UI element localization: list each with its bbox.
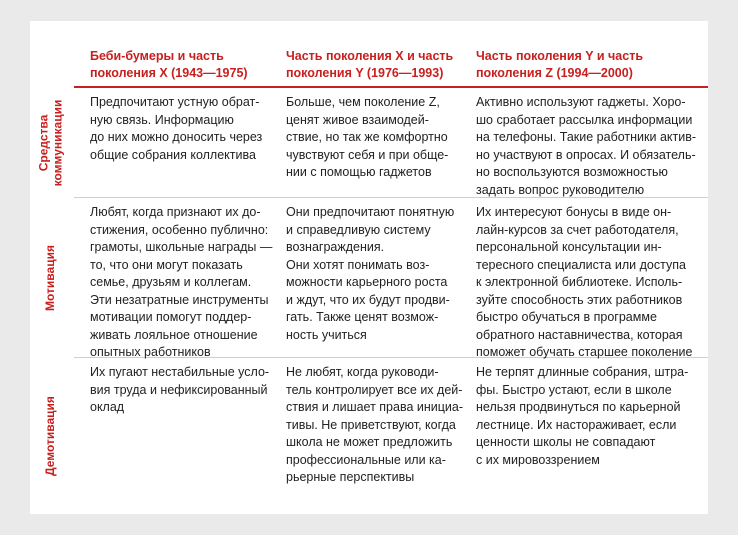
header-line: поколения Z (1994—2000) [476, 66, 633, 80]
cell-line: фы. Быстро устают, если в школе [476, 382, 672, 397]
cell-line: но воспользуются возможностью [476, 165, 668, 179]
cell-line: ную связь. Информацию [90, 112, 234, 127]
column-header-gen-x-y [286, 48, 453, 82]
cell-demotivation-gen-y-z [476, 364, 688, 469]
cell-line: ствия и лишает права инициа- [286, 400, 464, 414]
cell-line: Активно используют гаджеты. Хоро- [476, 95, 686, 109]
row-label-line: Демотивация [43, 396, 57, 476]
header-line: Беби-бумеры и часть [90, 49, 224, 63]
cell-line: то, что они могут показать [90, 257, 243, 272]
cell-line: Предпочитают устную обрат- [90, 95, 260, 109]
cell-line: шо сработает рассылка информации [476, 112, 693, 127]
cell-line: чувствуют себя и при обще- [286, 147, 449, 162]
cell-line: Их интересуют бонусы в виде он- [476, 205, 672, 219]
cell-line: профессиональные или ка- [286, 452, 446, 467]
cell-motivation-gen-x-y [286, 204, 454, 344]
cell-line: до них можно доносить через [90, 130, 263, 144]
cell-line: Их пугают нестабильные усло- [90, 365, 270, 379]
header-line: поколения Y (1976—1993) [286, 66, 444, 80]
cell-line: и справедливую систему [286, 222, 431, 237]
cell-line: Не терпят длинные собрания, штра- [476, 365, 689, 379]
cell-communication-gen-y-z [476, 94, 696, 199]
cell-line: стижения, особенно публично: [90, 222, 269, 237]
cell-line: с их мировоззрением [476, 452, 600, 467]
column-header-gen-y-z [476, 48, 643, 82]
cell-line: общие собрания коллектива [90, 147, 256, 162]
cell-line: оклад [90, 400, 125, 414]
cell-line: живать лояльное отношение [90, 327, 258, 342]
cell-line: ценят живое взаимодей- [286, 112, 429, 127]
cell-line: и ждут, что их будут продви- [286, 292, 450, 307]
cell-line: вия труда и нефиксированный [90, 382, 268, 397]
cell-line: мотивации помогут поддер- [90, 310, 252, 324]
cell-line: на телефоны. Такие работники актив- [476, 130, 697, 144]
cell-line: Любят, когда признают их до- [90, 205, 261, 219]
cell-line: Больше, чем поколение Z, [286, 95, 440, 109]
cell-motivation-boomers [90, 204, 272, 362]
cell-line: быстро обучаться в программе [476, 310, 657, 324]
cell-line: нии с помощью гаджетов [286, 165, 432, 179]
cell-line: семье, друзьям и коллегам. [90, 275, 252, 289]
row-label-demotivation [40, 358, 60, 514]
cell-line: грамоты, школьные награды — [90, 240, 273, 254]
row-label-line: Средства [36, 114, 51, 171]
header-line: Часть поколения Y и часть [476, 49, 644, 63]
header-line: поколения X (1943—1975) [90, 66, 248, 80]
cell-line: тересного специалиста или доступа [476, 257, 686, 272]
cell-line: поможет обучать старшее поколение [476, 345, 693, 359]
cell-line: ность учиться [286, 327, 367, 342]
cell-line: можности карьерного роста [286, 275, 448, 289]
cell-line: ствие, но так же комфортно [286, 130, 448, 144]
cell-demotivation-boomers [90, 364, 269, 417]
cell-line: задать вопрос руководителю [476, 182, 645, 197]
cell-line: но участвуют в опросах. И обязатель- [476, 147, 696, 162]
cell-line: зуйте способность этих работников [476, 292, 683, 307]
column-header-boomers [90, 48, 248, 82]
row-label-motivation [40, 198, 60, 357]
cell-line: школа не может предложить [286, 435, 453, 449]
cell-demotivation-gen-x-y [286, 364, 463, 487]
cell-line: тель контролирует все их дей- [286, 382, 463, 397]
cell-communication-gen-x-y [286, 94, 448, 182]
cell-line: вознаграждения. [286, 240, 385, 254]
cell-line: рьерные перспективы [286, 470, 415, 484]
generations-table [30, 21, 708, 514]
row-label-line: Мотивация [43, 244, 57, 311]
cell-line: Они предпочитают понятную [286, 205, 455, 219]
cell-line: обратного наставничества, которая [476, 327, 683, 342]
header-line: Часть поколения X и часть [286, 49, 454, 63]
cell-line: Эти незатратные инструменты [90, 292, 269, 307]
row-label-line: коммуникации [50, 99, 65, 186]
cell-line: персональной консультации ин- [476, 240, 662, 254]
cell-line: Не любят, когда руководи- [286, 365, 439, 379]
cell-line: опытных работников [90, 345, 211, 359]
row-label-communication [36, 88, 65, 197]
cell-line: гать. Также ценят возмож- [286, 310, 439, 324]
cell-motivation-gen-y-z [476, 204, 692, 362]
cell-line: Они хотят понимать воз- [286, 257, 430, 272]
cell-line: тивы. Не приветствуют, когда [286, 417, 456, 432]
header-divider [74, 86, 708, 88]
cell-line: ценности школы не совпадают [476, 435, 656, 449]
cell-communication-boomers [90, 94, 262, 164]
cell-line: лестнице. Их настораживает, если [476, 417, 677, 432]
cell-line: к электронной библиотеке. Исполь- [476, 275, 683, 289]
cell-line: нельзя продвинуться по карьерной [476, 400, 681, 414]
cell-line: лайн-курсов за счет работодателя, [476, 222, 679, 237]
